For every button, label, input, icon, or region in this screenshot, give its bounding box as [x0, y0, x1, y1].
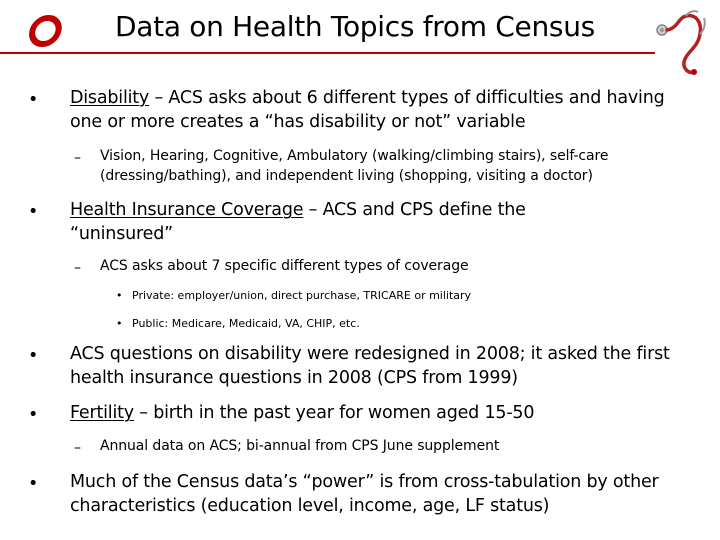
bullet: •: [28, 90, 39, 110]
slide-title: Data on Health Topics from Census: [115, 10, 595, 43]
small-bullet: •: [116, 289, 123, 302]
sub-disability-types: Vision, Hearing, Cognitive, Ambulatory (walking/climbing stairs), self-care (dressing/bathing), and independent living (shopping, visiting a doctor): [100, 148, 609, 184]
title-rule: [0, 52, 655, 54]
term-disability: Disability: [70, 88, 150, 108]
bullet: •: [28, 474, 39, 494]
sub-fertility-data: Annual data on ACS; bi-annual from CPS June supplement: [100, 438, 500, 454]
bullet-cross-tabulation: Much of the Census data’s “power” is from cross-tabulation by other characteristics (education level, income, age, LF status): [70, 472, 659, 516]
bullet-insurance: [70, 198, 610, 246]
dash: –: [74, 440, 81, 456]
insurance-text: – ACS and CPS define the “uninsured”: [70, 200, 526, 244]
slide-header: [0, 0, 720, 60]
bullet-fertility: [70, 401, 700, 425]
bullet: •: [28, 346, 39, 366]
coverage-public: Public: Medicare, Medicaid, VA, CHIP, etc.: [132, 317, 360, 330]
dash: –: [74, 150, 81, 166]
small-bullet: •: [116, 317, 123, 330]
dash: –: [74, 260, 81, 276]
fertility-text: – birth in the past year for women aged 15-50: [133, 403, 535, 423]
sub-coverage-types: ACS asks about 7 specific different types of coverage: [100, 258, 469, 274]
university-logo-icon: [26, 14, 66, 48]
coverage-private: Private: employer/union, direct purchase, TRICARE or military: [132, 289, 472, 302]
bullet: •: [28, 202, 39, 222]
bullet-redesign: ACS questions on disability were redesigned in 2008; it asked the first health insurance questions in 2008 (CPS from 1999): [70, 344, 670, 388]
term-insurance: Health Insurance Coverage: [70, 200, 304, 220]
bullet: •: [28, 405, 39, 425]
bullet-disability: [70, 86, 700, 134]
stethoscope-icon: [650, 8, 710, 78]
term-fertility: Fertility: [70, 403, 134, 423]
disability-text: – ACS asks about 6 different types of difficulties and having one or more creates a “has disability or not” variable: [70, 88, 665, 132]
